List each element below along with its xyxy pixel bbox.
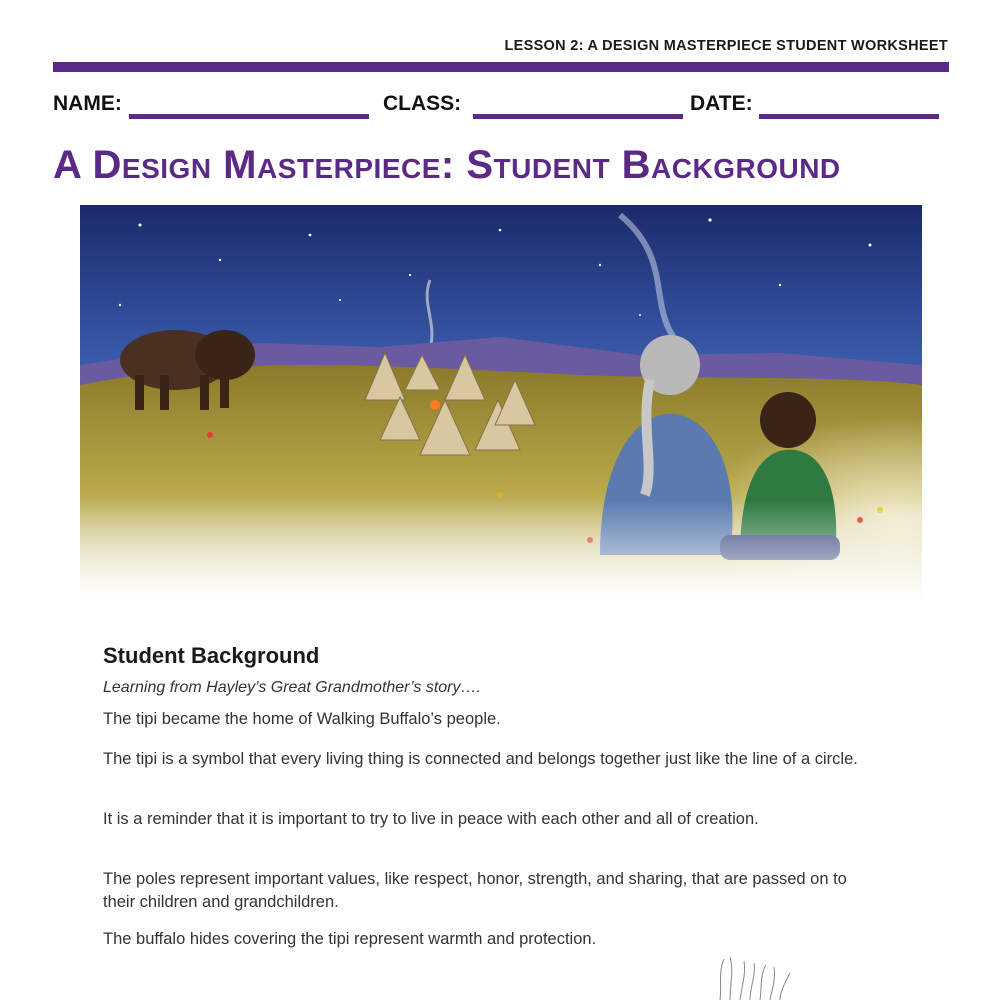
paragraph: The tipi is a symbol that every living thing is connected and belongs together just like the line of a circle. — [103, 750, 858, 768]
grass-sketch-icon — [700, 955, 810, 1000]
date-label: DATE: — [690, 92, 753, 115]
student-info-row — [53, 92, 953, 122]
paragraph: It is a reminder that it is important to try to live in peace with each other and all of creation. — [103, 810, 759, 828]
name-field[interactable] — [129, 114, 369, 119]
section-heading: Student Background — [103, 643, 320, 668]
paragraph: The buffalo hides covering the tipi represent warmth and protection. — [103, 930, 597, 948]
class-field[interactable] — [473, 114, 683, 119]
header-rule — [53, 62, 949, 72]
story-subtitle: Learning from Hayley’s Great Grandmother’s story…. — [103, 679, 481, 696]
class-label: CLASS: — [383, 92, 462, 115]
name-label: NAME: — [53, 92, 122, 115]
paragraph: The tipi became the home of Walking Buffalo’s people. — [103, 710, 501, 728]
paragraph: The poles represent important values, like respect, honor, strength, and sharing, that are passed on to their children and grandchildren. — [103, 870, 847, 911]
date-field[interactable] — [759, 114, 939, 119]
lesson-header: LESSON 2: A DESIGN MASTERPIECE STUDENT WORKSHEET — [504, 38, 948, 54]
story-illustration — [80, 205, 922, 615]
page-title: A Design Masterpiece: Student Background — [53, 143, 841, 187]
bottom-fade — [80, 205, 922, 615]
